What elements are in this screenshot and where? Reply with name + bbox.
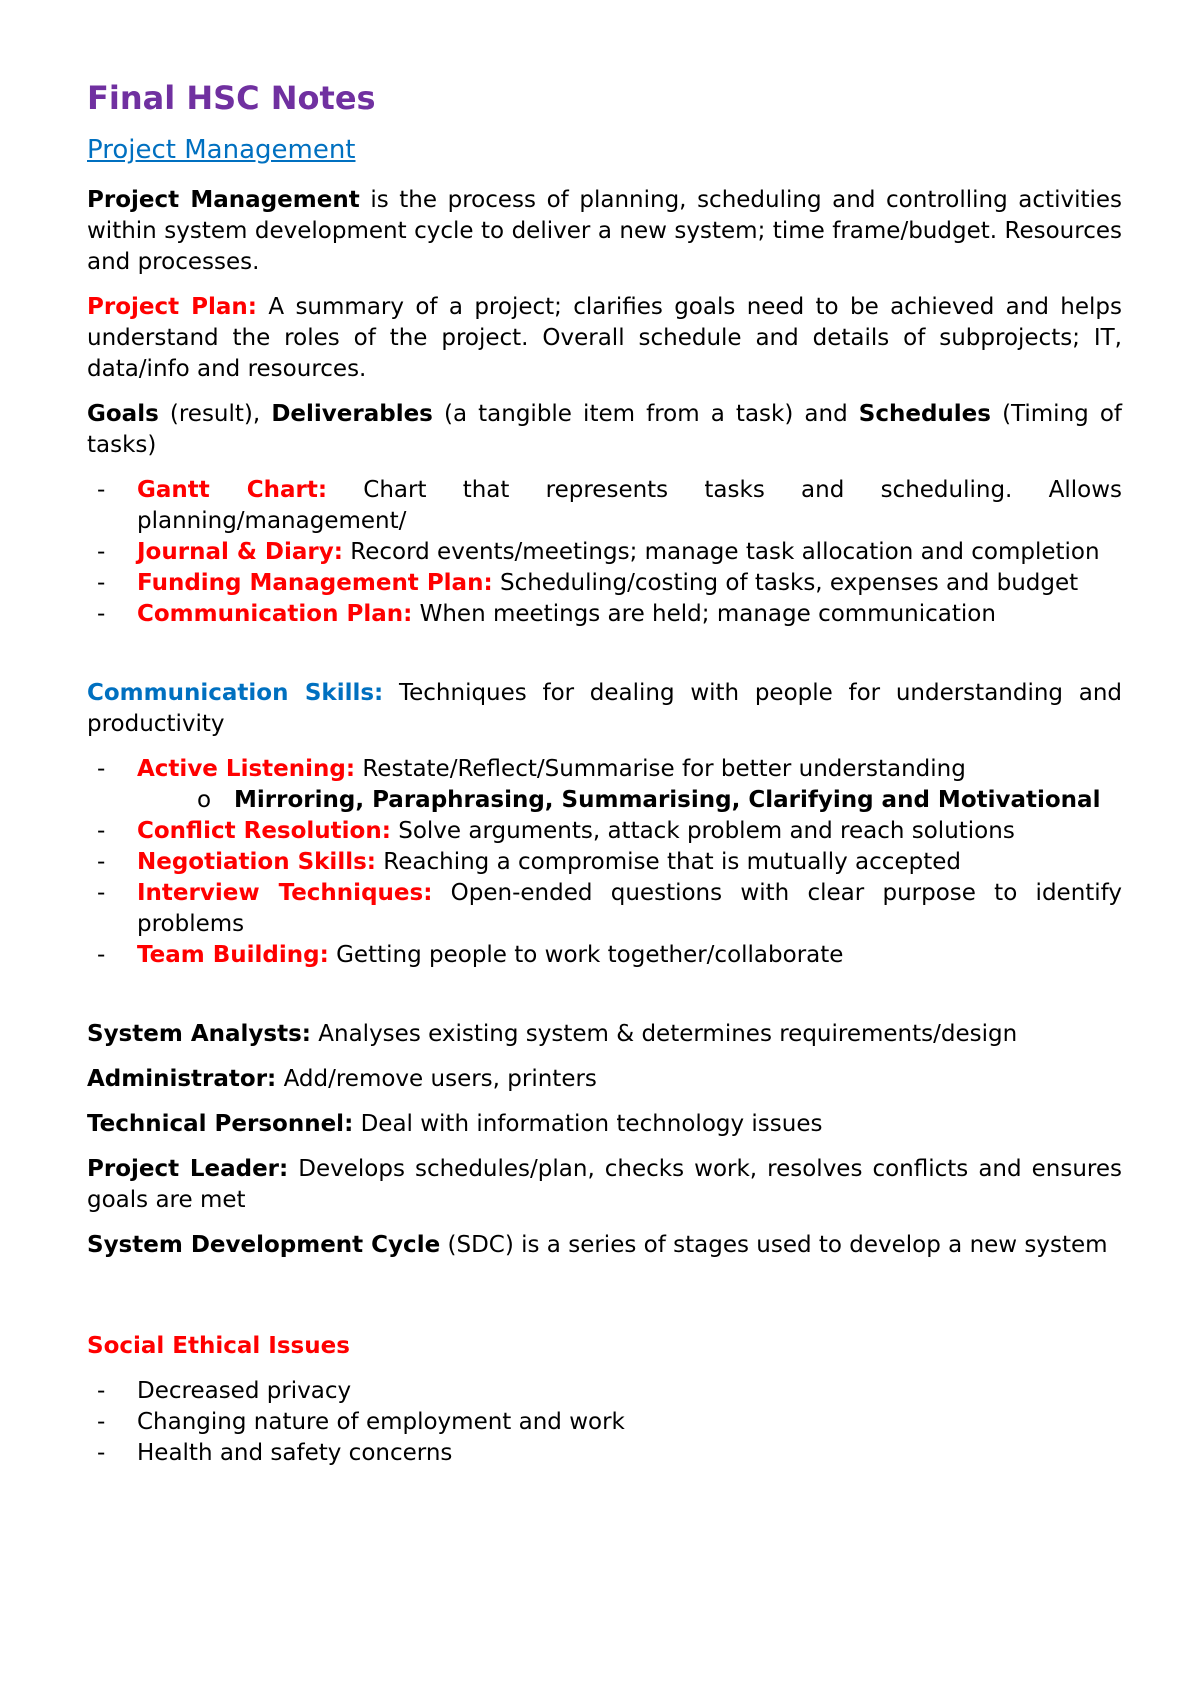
term: System Analysts: — [87, 1021, 311, 1048]
definition: Restate/Reflect/Summarise for better understanding — [355, 756, 966, 783]
definition: Add/remove users, printers — [276, 1066, 597, 1093]
list-item — [87, 1407, 1122, 1438]
term-goals: Goals — [87, 401, 159, 428]
item-text: Changing nature of employment and work — [137, 1409, 625, 1436]
list-item-funding-management-plan — [87, 568, 1122, 599]
dash-bullet: - — [97, 1409, 106, 1436]
paragraph-communication-skills — [87, 678, 1122, 740]
term: Interview Techniques: — [137, 880, 433, 907]
dash-bullet: - — [97, 1378, 106, 1405]
definition: Open-ended questions with clear purpose to identify problems — [137, 880, 1122, 938]
document-title: Final HSC Notes — [87, 79, 376, 117]
definition: Record events/meetings; manage task allocation and completion — [342, 539, 1100, 566]
term: Project Leader: — [87, 1156, 289, 1183]
item-text: Health and safety concerns — [137, 1440, 453, 1467]
list-item-journal-diary — [87, 537, 1122, 568]
definition: Chart that represents tasks and scheduling. Allows planning/management/ — [137, 477, 1122, 535]
section-heading-social-ethical-issues: Social Ethical Issues — [87, 1333, 350, 1360]
paragraph-goals-deliverables-schedules — [87, 399, 1122, 461]
list-item-team-building — [87, 940, 1122, 971]
active-listening-sublist — [137, 785, 1122, 816]
document-page — [87, 78, 1122, 1483]
paragraph-system-development-cycle — [87, 1230, 1122, 1261]
paragraph-project-leader — [87, 1154, 1122, 1216]
item-text: Decreased privacy — [137, 1378, 352, 1405]
section-heading-project-management: Project Management — [87, 134, 356, 165]
paragraph-system-analysts — [87, 1019, 1122, 1050]
list-item-negotiation-skills — [87, 847, 1122, 878]
list-item-gantt-chart — [87, 475, 1122, 537]
list-item — [87, 1376, 1122, 1407]
paragraph-technical-personnel — [87, 1109, 1122, 1140]
dash-bullet: - — [97, 570, 106, 597]
circle-bullet-icon: o — [197, 787, 212, 814]
dash-bullet: - — [97, 880, 106, 907]
sub-list-item-techniques — [87, 785, 1122, 816]
dash-bullet: - — [97, 477, 106, 504]
definition: Develops schedules/plan, checks work, resolves conflicts and ensures goals are met — [87, 1156, 1123, 1214]
definition: Solve arguments, attack problem and reach solutions — [390, 818, 1015, 845]
definition: Getting people to work together/collaborate — [328, 942, 844, 969]
term: Communication Skills: — [87, 680, 384, 707]
term: Funding Management Plan: — [137, 570, 493, 597]
term: Project Management — [87, 187, 360, 214]
term: Communication Plan: — [137, 601, 413, 628]
dash-bullet: - — [97, 818, 106, 845]
spacer — [87, 985, 1122, 1019]
spacer — [87, 644, 1122, 678]
term: Project Plan: — [87, 294, 257, 321]
social-issues-list — [87, 1376, 1122, 1469]
dash-bullet: - — [97, 1440, 106, 1467]
definition: Techniques for dealing with people for understanding and productivity — [87, 680, 1123, 738]
definition: A summary of a project; clarifies goals need to be achieved and helps understand the roles of the project. Overall schedule and details of subprojects; IT, data/info and resources. — [87, 294, 1122, 383]
project-tools-list — [87, 475, 1122, 630]
term: Active Listening: — [137, 756, 356, 783]
term-schedules: Schedules — [858, 401, 991, 428]
text: (result), — [158, 401, 272, 428]
list-item — [87, 1438, 1122, 1469]
definition: When meetings are held; manage communication — [412, 601, 996, 628]
term: Gantt Chart: — [137, 477, 328, 504]
communication-skills-list — [87, 754, 1122, 971]
paragraph-project-management-definition — [87, 185, 1122, 278]
definition: Analyses existing system & determines requirements/design — [310, 1021, 1018, 1048]
paragraph-project-plan — [87, 292, 1122, 385]
term: Journal & Diary: — [137, 539, 343, 566]
definition: (SDC) is a series of stages used to develop a new system — [440, 1232, 1108, 1259]
list-item-interview-techniques — [87, 878, 1122, 940]
paragraph-administrator — [87, 1064, 1122, 1095]
dash-bullet: - — [97, 601, 106, 628]
term: System Development Cycle — [87, 1232, 441, 1259]
term: Negotiation Skills: — [137, 849, 376, 876]
term: Administrator: — [87, 1066, 277, 1093]
text: (a tangible item from a task) and — [432, 401, 859, 428]
term: Conflict Resolution: — [137, 818, 391, 845]
techniques-text: Mirroring, Paraphrasing, Summarising, Clarifying and Motivational — [234, 787, 1101, 814]
definition: is the process of planning, scheduling and controlling activities within system development cycle to deliver a new system; time frame/budget. Resources and processes. — [87, 187, 1122, 276]
list-item-communication-plan — [87, 599, 1122, 630]
dash-bullet: - — [97, 849, 106, 876]
list-item-active-listening — [87, 754, 1122, 816]
dash-bullet: - — [97, 756, 106, 783]
spacer — [87, 1275, 1122, 1331]
dash-bullet: - — [97, 942, 106, 969]
term: Technical Personnel: — [87, 1111, 354, 1138]
definition: Reaching a compromise that is mutually accepted — [375, 849, 961, 876]
term-deliverables: Deliverables — [271, 401, 433, 428]
dash-bullet: - — [97, 539, 106, 566]
term: Team Building: — [137, 942, 329, 969]
definition: Deal with information technology issues — [353, 1111, 823, 1138]
text: (Timing of tasks) — [87, 401, 1123, 459]
list-item-conflict-resolution — [87, 816, 1122, 847]
definition: Scheduling/costing of tasks, expenses and budget — [492, 570, 1079, 597]
